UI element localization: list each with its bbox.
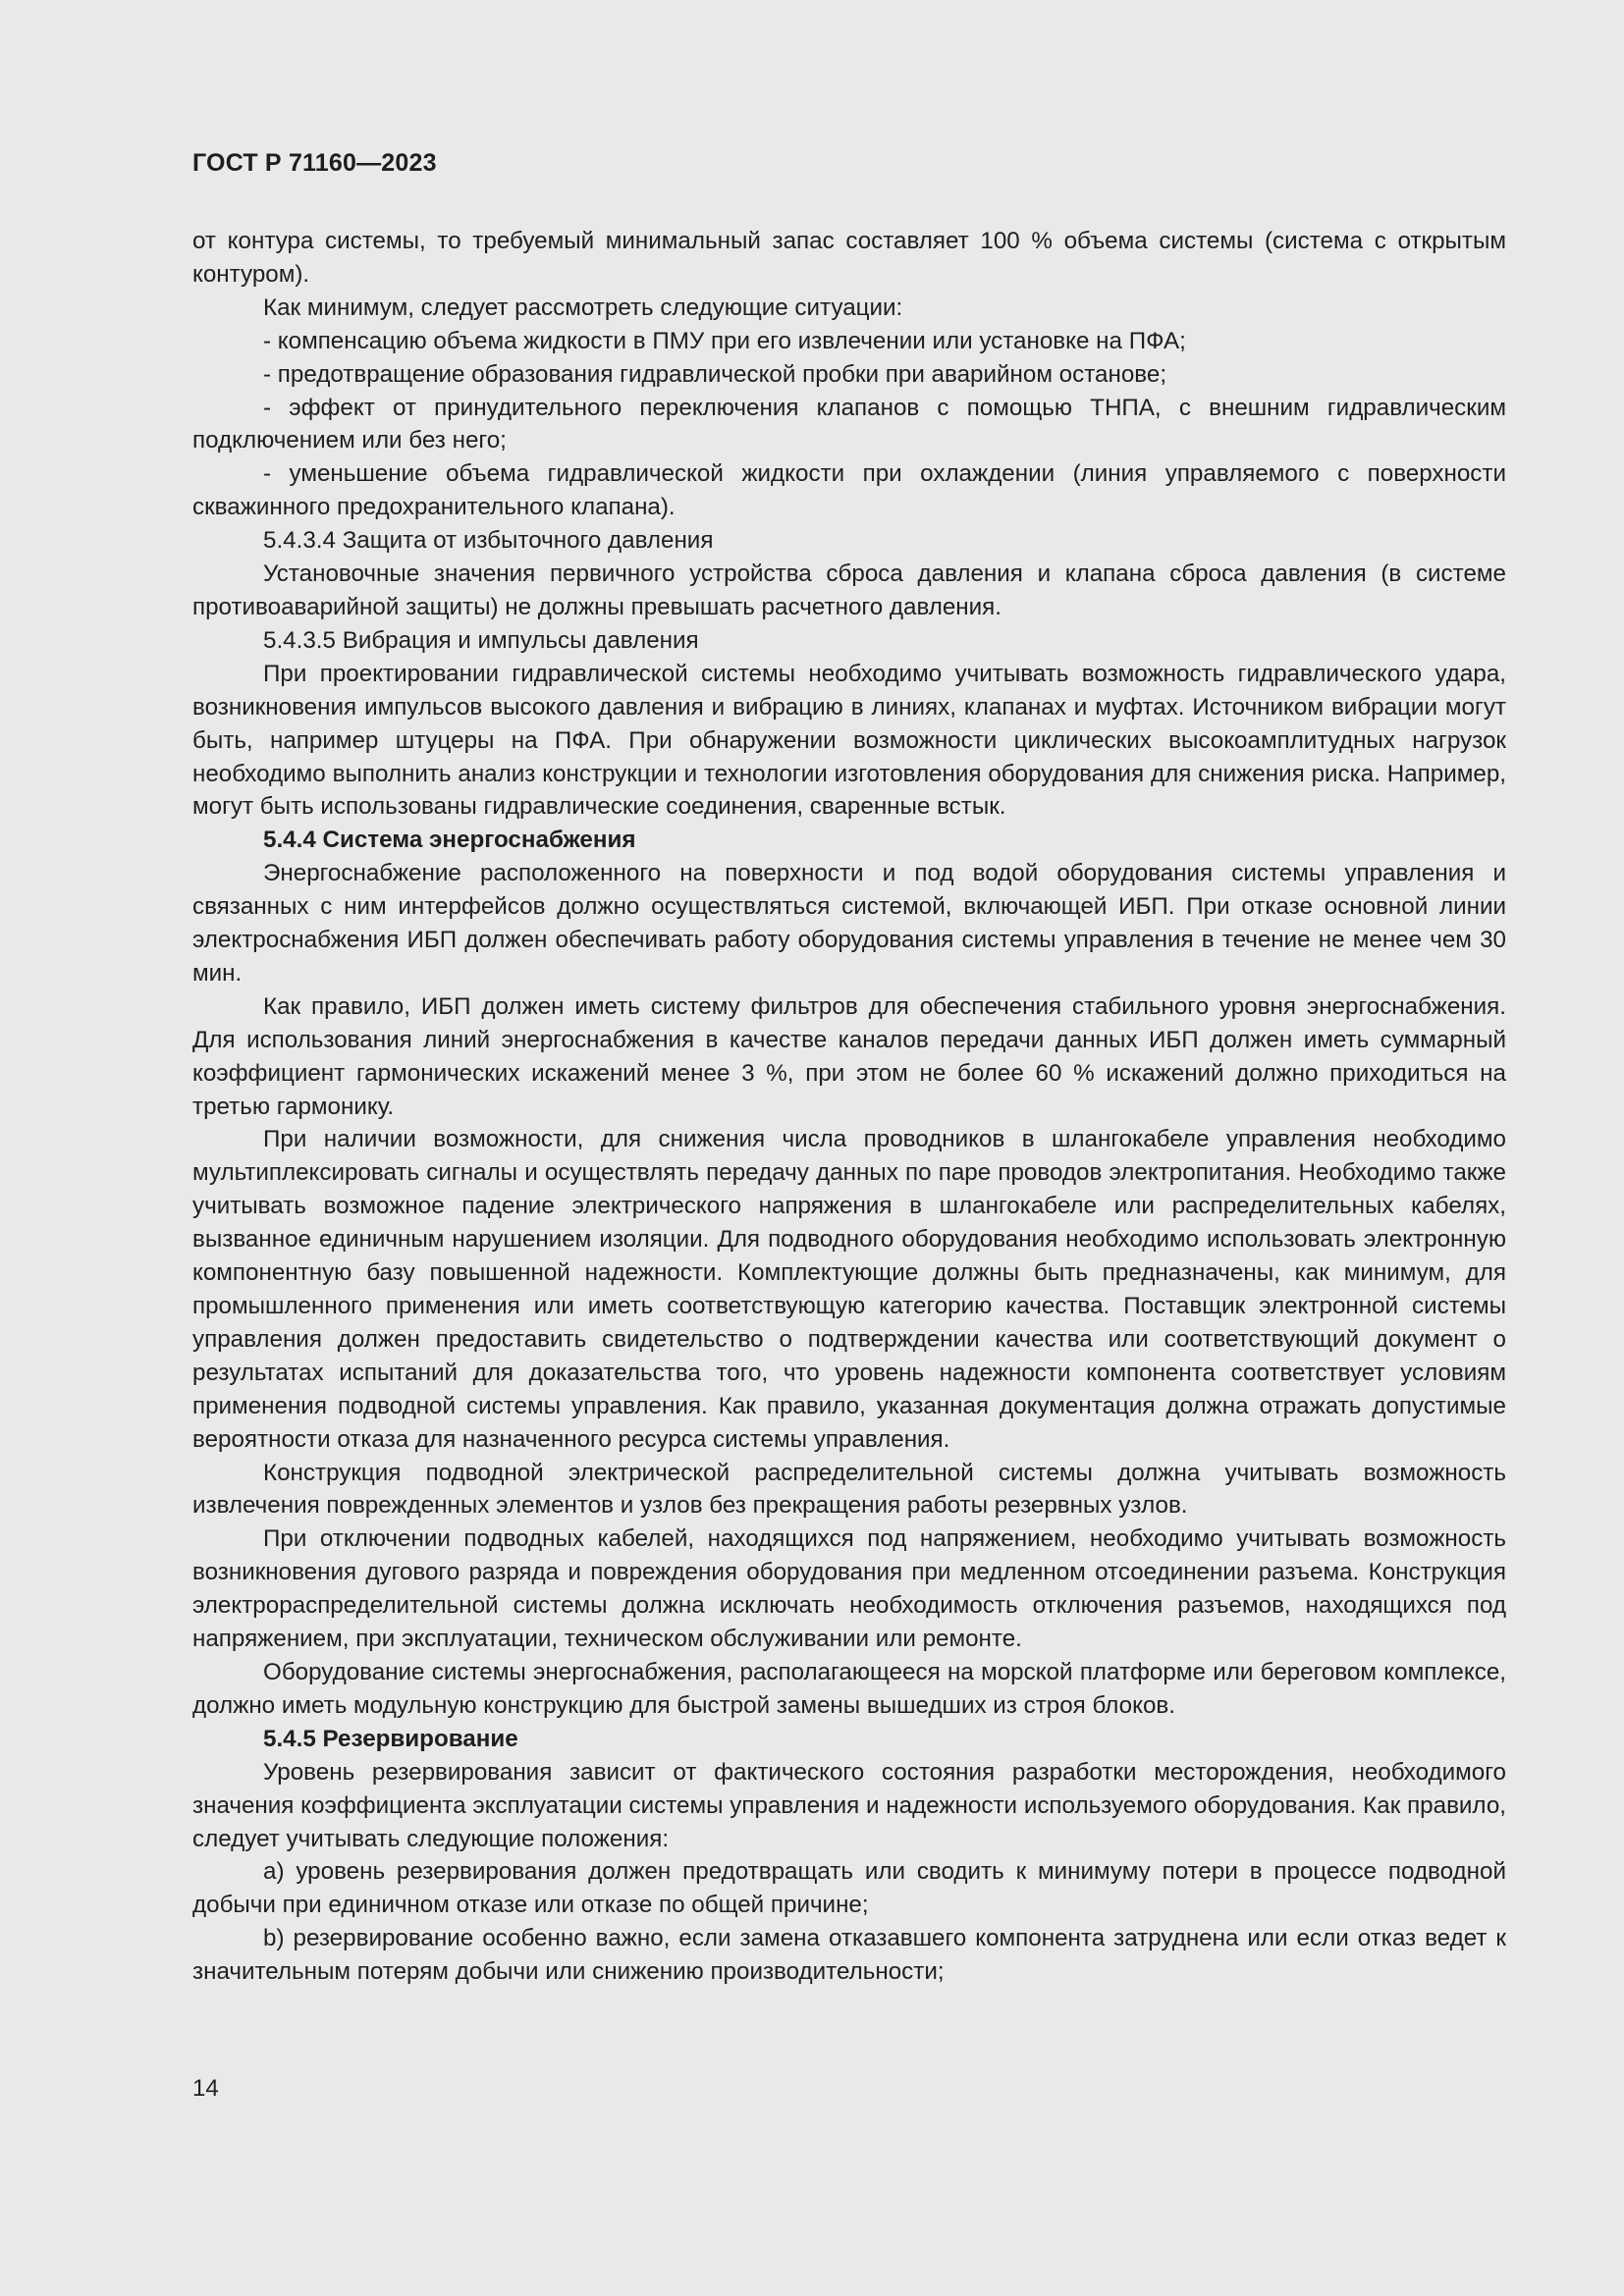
paragraph: Энергоснабжение расположенного на поверхности и под водой оборудования системы управления и связанных с ним интерфейсов должно осуществляться системой, включающей ИБП. При отказе основной линии электроснабжения ИБП должен обеспечивать работу оборудования системы управления в течение не менее чем 30 мин.	[192, 860, 1506, 987]
paragraph: При наличии возможности, для снижения числа проводников в шлангокабеле управления необходимо мультиплексировать сигналы и осуществлять передачу данных по паре проводов электропитания. Необходимо также учитывать возможное падение электрического напряжения в шлангокабеле или распределительных кабелях, вызванное единичным нарушением изоляции. Для подводного оборудования необходимо использовать электронную компонентную базу повышенной надежности. Комплектующие должны быть предназначены, как минимум, для промышленного применения или иметь соответствующую категорию качества. Поставщик электронной системы управления должен предоставить свидетельство о подтверждении качества или соответствующий документ о результатах испытаний для доказательства того, что уровень надежности компонента соответствует условиям применения подводной системы управления. Как правило, указанная документация должна отражать допустимые вероятности отказа для назначенного ресурса системы управления.	[192, 1126, 1506, 1453]
document-body	[192, 225, 1506, 1989]
subsection-heading: 5.4.3.4 Защита от избыточного давления	[263, 527, 714, 555]
page-number: 14	[192, 2075, 219, 2102]
paragraph: Конструкция подводной электрической распределительной системы должна учитывать возможность извлечения поврежденных элементов и узлов без прекращения работы резервных узлов.	[192, 1459, 1506, 1520]
list-item: - предотвращение образования гидравлической пробки при аварийном останове;	[263, 360, 1167, 388]
list-item: b) резервирование особенно важно, если замена отказавшего компонента затруднена или если отказ ведет к значительным потерям добычи или снижению производительности;	[192, 1925, 1506, 1986]
list-item: - эффект от принудительного переключения клапанов с помощью ТНПА, с внешним гидравлическим подключением или без него;	[192, 394, 1506, 454]
list-item: a) уровень резервирования должен предотвращать или сводить к минимуму потери в процессе подводной добычи при единичном отказе или отказе по общей причине;	[192, 1858, 1506, 1919]
paragraph: Как правило, ИБП должен иметь систему фильтров для обеспечения стабильного уровня энергоснабжения. Для использования линий энергоснабжения в качестве каналов передачи данных ИБП должен иметь суммарный коэффициент гармонических искажений менее 3 %, при этом не более 60 % искажений должно приходиться на третью гармонику.	[192, 992, 1506, 1120]
section-heading: 5.4.5 Резервирование	[263, 1725, 518, 1752]
paragraph: Установочные значения первичного устройства сброса давления и клапана сброса давления (в системе противоаварийной защиты) не должны превышать расчетного давления.	[192, 561, 1506, 620]
paragraph: Уровень резервирования зависит от фактического состояния разработки месторождения, необходимого значения коэффициента эксплуатации системы управления и надежности используемого оборудования. Как правило, следует учитывать следующие положения:	[192, 1758, 1506, 1852]
subsection-heading: 5.4.3.5 Вибрация и импульсы давления	[263, 626, 699, 654]
document-header: ГОСТ Р 71160—2023	[192, 149, 437, 177]
list-item: - уменьшение объема гидравлической жидкости при охлаждении (линия управляемого с поверхности скважинного предохранительного клапана).	[192, 460, 1506, 521]
paragraph: Оборудование системы энергоснабжения, располагающееся на морской платформе или береговом комплексе, должно иметь модульную конструкцию для быстрой замены вышедших из строя блоков.	[192, 1658, 1506, 1719]
paragraph: При отключении подводных кабелей, находящихся под напряжением, необходимо учитывать возможность возникновения дугового разряда и повреждения оборудования при медленном отсоединении разъема. Конструкция электрораспределительной системы должна исключать необходимость отключения разъемов, находящихся под напряжением, при эксплуатации, техническом обслуживании или ремонте.	[192, 1525, 1506, 1653]
paragraph: При проектировании гидравлической системы необходимо учитывать возможность гидравлического удара, возникновения импульсов высокого давления и вибрацию в линиях, клапанах и муфтах. Источником вибрации могут быть, например штуцеры на ПФА. При обнаружении возможности циклических высокоамплитудных нагрузок необходимо выполнить анализ конструкции и технологии изготовления оборудования для снижения риска. Например, могут быть использованы гидравлические соединения, сваренные встык.	[192, 660, 1506, 821]
section-heading: 5.4.4 Система энергоснабжения	[263, 827, 636, 854]
paragraph: Как минимум, следует рассмотреть следующие ситуации:	[263, 294, 903, 321]
paragraph-continuation: от контура системы, то требуемый минимальный запас составляет 100 % объема системы (система с открытым контуром).	[192, 228, 1506, 288]
list-item: - компенсацию объема жидкости в ПМУ при его извлечении или установке на ПФА;	[263, 327, 1186, 354]
